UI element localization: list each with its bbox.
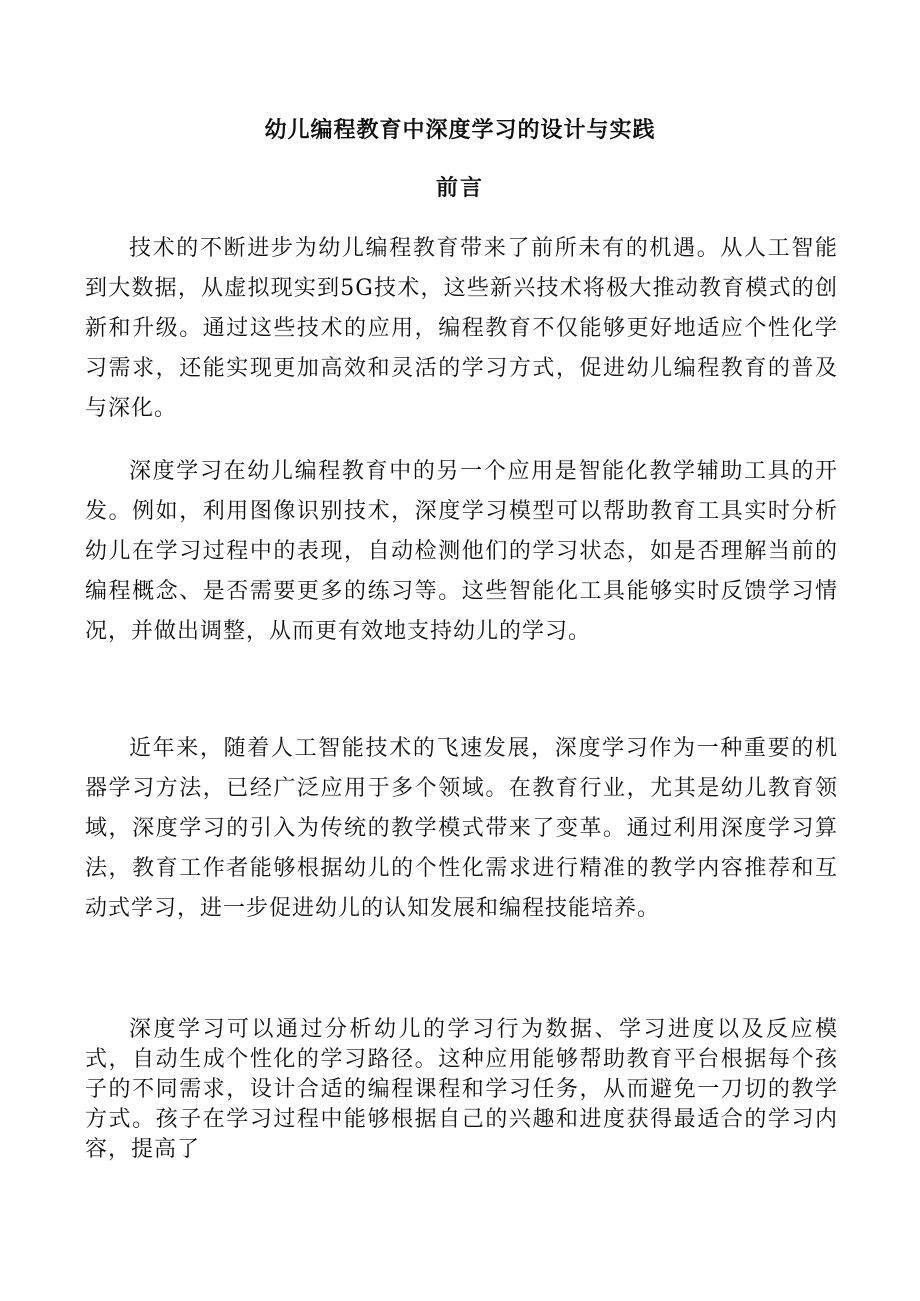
paragraph: 近年来，随着人工智能技术的飞速发展，深度学习作为一种重要的机器学习方法，已经广泛应用于多个领域。在教育行业，尤其是幼儿教育领域，深度学习的引入为传统的教学模式带来了变革。通过利用深度学习算法，教育工作者能够根据幼儿的个性化需求进行精准的教学内容推荐和互动式学习，进一步促进幼儿的认知发展和编程技能培养。 [85, 736, 838, 921]
section-heading: 前言 [435, 175, 484, 201]
paragraph: 技术的不断进步为幼儿编程教育带来了前所未有的机遇。从人工智能到大数据，从虚拟现实到5G技术，这些新兴技术将极大推动教育模式的创新和升级。通过这些技术的应用，编程教育不仅能够更好地适应个性化学习需求，还能实现更加高效和灵活的学习方式，促进幼儿编程教育的普及与深化。 [85, 236, 838, 421]
document-title: 幼儿编程教育中深度学习的设计与实践 [264, 117, 656, 143]
paragraph: 深度学习可以通过分析幼儿的学习行为数据、学习进度以及反应模式，自动生成个性化的学习路径。这种应用能够帮助教育平台根据每个孩子的不同需求，设计合适的编程课程和学习任务，从而避免一刀切的教学方式。孩子在学习过程中能够根据自己的兴趣和进度获得最适合的学习内容，提高了 [85, 1017, 838, 1162]
paragraph: 深度学习在幼儿编程教育中的另一个应用是智能化教学辅助工具的开发。例如，利用图像识别技术，深度学习模型可以帮助教育工具实时分析幼儿在学习过程中的表现，自动检测他们的学习状态，如是否理解当前的编程概念、是否需要更多的练习等。这些智能化工具能够实时反馈学习情况，并做出调整，从而更有效地支持幼儿的学习。 [85, 459, 838, 644]
